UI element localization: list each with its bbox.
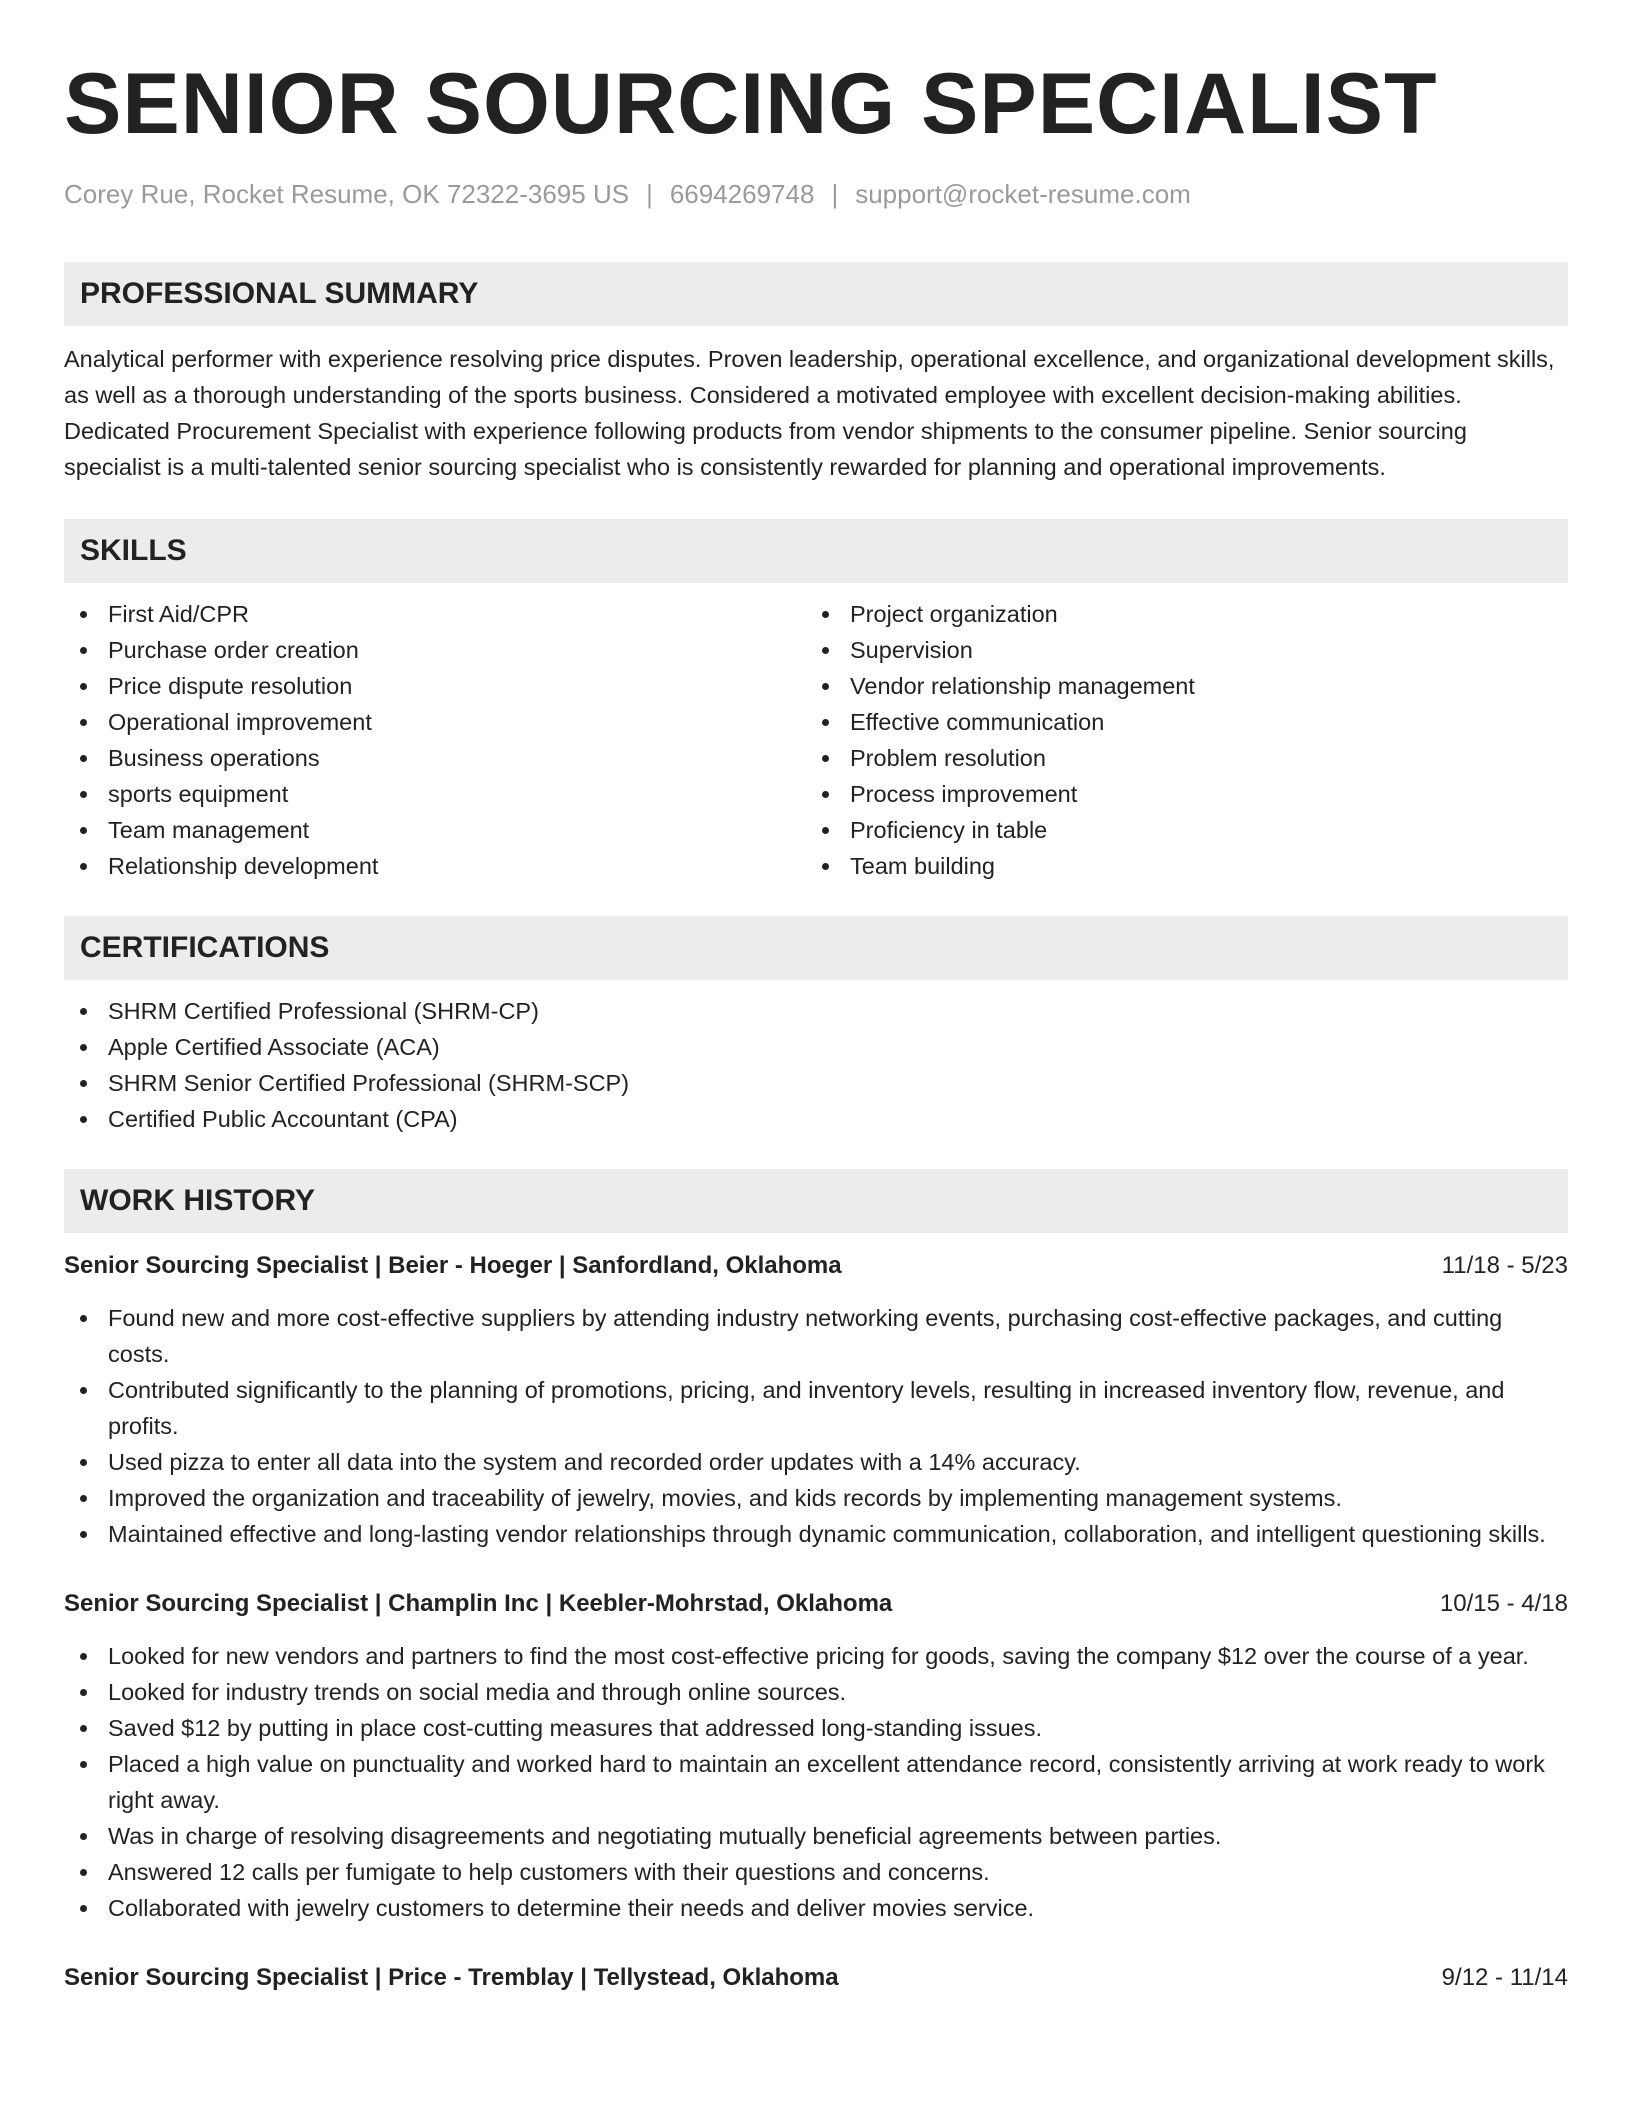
skills-heading: SKILLS — [64, 519, 1568, 583]
skill-item: Vendor relationship management — [806, 668, 1548, 704]
certification-item: Certified Public Accountant (CPA) — [64, 1101, 1568, 1137]
contact-phone: 6694269748 — [669, 179, 815, 209]
summary-heading: PROFESSIONAL SUMMARY — [64, 262, 1568, 326]
skill-item: sports equipment — [64, 776, 806, 812]
job-bullet: Improved the organization and traceability of jewelry, movies, and kids records by implementing management systems. — [64, 1480, 1568, 1516]
job-title: Senior Sourcing Specialist | Price - Tremblay | Tellystead, Oklahoma — [64, 1964, 839, 1991]
job-header — [64, 1248, 1568, 1284]
job-bullets — [64, 1300, 1568, 1552]
job-bullet: Collaborated with jewelry customers to determine their needs and deliver movies service. — [64, 1890, 1568, 1926]
certifications-heading: CERTIFICATIONS — [64, 916, 1568, 980]
job-bullet: Looked for new vendors and partners to find the most cost-effective pricing for goods, saving the company $12 over the course of a year. — [64, 1638, 1568, 1674]
job-title: Senior Sourcing Specialist | Beier - Hoeger | Sanfordland, Oklahoma — [64, 1252, 842, 1279]
skill-item: Process improvement — [806, 776, 1548, 812]
contact-address: Corey Rue, Rocket Resume, OK 72322-3695 US — [64, 179, 630, 209]
work-history-heading: WORK HISTORY — [64, 1169, 1568, 1233]
skill-item: Team management — [64, 812, 806, 848]
contact-email: support@rocket-resume.com — [855, 179, 1191, 209]
job-header — [64, 1586, 1568, 1622]
job-bullet: Placed a high value on punctuality and worked hard to maintain an excellent attendance record, consistently arriving at work ready to work right away. — [64, 1746, 1568, 1818]
skill-item: Project organization — [806, 596, 1548, 632]
skills-left-column — [64, 596, 806, 884]
job-dates: 11/18 - 5/23 — [1441, 1252, 1568, 1279]
job-entry — [64, 1960, 1568, 1996]
skill-item: Effective communication — [806, 704, 1548, 740]
job-entry — [64, 1248, 1568, 1552]
certification-item: SHRM Certified Professional (SHRM-CP) — [64, 993, 1568, 1029]
job-bullet: Looked for industry trends on social media and through online sources. — [64, 1674, 1568, 1710]
skill-item: Operational improvement — [64, 704, 806, 740]
contact-separator: | — [646, 179, 653, 209]
job-bullet: Found new and more cost-effective suppliers by attending industry networking events, purchasing cost-effective packages, and cutting costs. — [64, 1300, 1568, 1372]
summary-text: Analytical performer with experience resolving price disputes. Proven leadership, operational excellence, and organizational development skills, as well as a thorough understanding of the sports business. Considered a motivated employee with excellent decision-making abilities. Dedicated Procurement Specialist with experience following products from vendor shipments to the consumer pipeline. Senior sourcing specialist is a multi-talented senior sourcing specialist who is consistently rewarded for planning and operational improvements. — [64, 346, 1555, 480]
job-dates: 10/15 - 4/18 — [1439, 1590, 1568, 1617]
skills-section — [64, 519, 1568, 884]
job-title: Senior Sourcing Specialist | Champlin Inc | Keebler-Mohrstad, Oklahoma — [64, 1590, 893, 1617]
certification-item: SHRM Senior Certified Professional (SHRM-SCP) — [64, 1065, 1568, 1101]
skill-item: Purchase order creation — [64, 632, 806, 668]
job-bullet: Contributed significantly to the planning of promotions, pricing, and inventory levels, resulting in increased inventory flow, revenue, and profits. — [64, 1372, 1568, 1444]
job-bullet: Used pizza to enter all data into the system and recorded order updates with a 14% accuracy. — [64, 1444, 1568, 1480]
certifications-section — [64, 916, 1568, 1137]
certifications-list — [64, 993, 1568, 1137]
job-bullet: Saved $12 by putting in place cost-cutting measures that addressed long-standing issues. — [64, 1710, 1568, 1746]
contact-line — [64, 178, 1568, 210]
skill-item: Relationship development — [64, 848, 806, 884]
job-bullet: Was in charge of resolving disagreements and negotiating mutually beneficial agreements between parties. — [64, 1818, 1568, 1854]
skill-item: Supervision — [806, 632, 1548, 668]
job-bullet: Answered 12 calls per fumigate to help customers with their questions and concerns. — [64, 1854, 1568, 1890]
summary-section — [64, 262, 1568, 485]
work-history-section — [64, 1169, 1568, 1996]
resume-page — [64, 0, 1568, 1996]
skill-item: Problem resolution — [806, 740, 1548, 776]
certification-item: Apple Certified Associate (ACA) — [64, 1029, 1568, 1065]
skill-item: Price dispute resolution — [64, 668, 806, 704]
skill-item: Proficiency in table — [806, 812, 1548, 848]
skill-item: First Aid/CPR — [64, 596, 806, 632]
contact-separator: | — [831, 179, 839, 209]
job-bullets — [64, 1638, 1568, 1926]
job-entry — [64, 1586, 1568, 1926]
skills-grid — [64, 596, 1568, 884]
job-header — [64, 1960, 1568, 1996]
skills-right-column — [806, 596, 1548, 884]
job-dates: 9/12 - 11/14 — [1441, 1964, 1568, 1991]
resume-title: SENIOR SOURCING SPECIALIST — [64, 56, 1438, 152]
job-bullet: Maintained effective and long-lasting vendor relationships through dynamic communication, collaboration, and intelligent questioning skills. — [64, 1516, 1568, 1552]
skill-item: Business operations — [64, 740, 806, 776]
skill-item: Team building — [806, 848, 1548, 884]
